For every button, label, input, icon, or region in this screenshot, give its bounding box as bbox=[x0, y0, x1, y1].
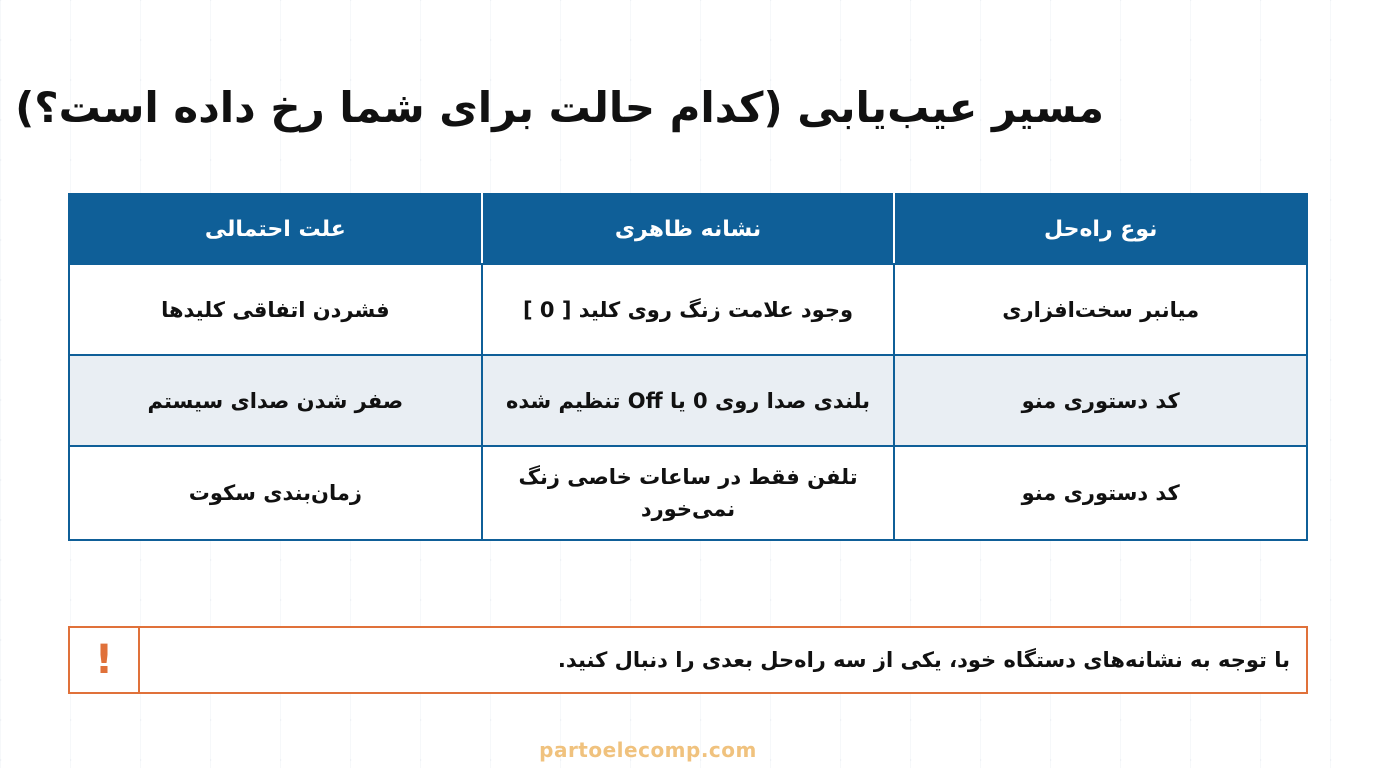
cell-visible-symptom: وجود علامت زنگ روی کلید [ 0 ] bbox=[482, 264, 895, 355]
notice-text: با توجه به نشانه‌های دستگاه خود، یکی از سه راه‌حل بعدی را دنبال کنید. bbox=[557, 648, 1290, 672]
footer-website: partoelecomp.com bbox=[539, 738, 757, 762]
notice-box bbox=[68, 626, 1308, 694]
table-header-row bbox=[69, 194, 1307, 264]
exclamation-icon: ! bbox=[94, 637, 114, 683]
cell-probable-cause: صفر شدن صدای سیستم bbox=[69, 355, 482, 446]
cell-solution-type: کد دستوری منو bbox=[894, 446, 1307, 540]
cell-solution-type: میانبر سخت‌افزاری bbox=[894, 264, 1307, 355]
notice-icon-box bbox=[70, 628, 140, 692]
table-row bbox=[69, 264, 1307, 355]
header-solution-type: نوع راه‌حل bbox=[894, 194, 1307, 264]
troubleshooting-table-container bbox=[68, 193, 1308, 541]
header-visible-symptom: نشانه ظاهری bbox=[482, 194, 895, 264]
cell-visible-symptom: تلفن فقط در ساعات خاصی زنگ نمی‌خورد bbox=[482, 446, 895, 540]
cell-probable-cause: زمان‌بندی سکوت bbox=[69, 446, 482, 540]
cell-solution-type: کد دستوری منو bbox=[894, 355, 1307, 446]
table-row bbox=[69, 446, 1307, 540]
cell-visible-symptom: بلندی صدا روی 0 یا Off تنظیم شده bbox=[482, 355, 895, 446]
cell-probable-cause: فشردن اتفاقی کلیدها bbox=[69, 264, 482, 355]
table-row bbox=[69, 355, 1307, 446]
troubleshooting-table bbox=[68, 193, 1308, 541]
header-probable-cause: علت احتمالی bbox=[69, 194, 482, 264]
page-title: مسیر عیب‌یابی (کدام حالت برای شما رخ داده است؟) bbox=[15, 83, 1104, 132]
